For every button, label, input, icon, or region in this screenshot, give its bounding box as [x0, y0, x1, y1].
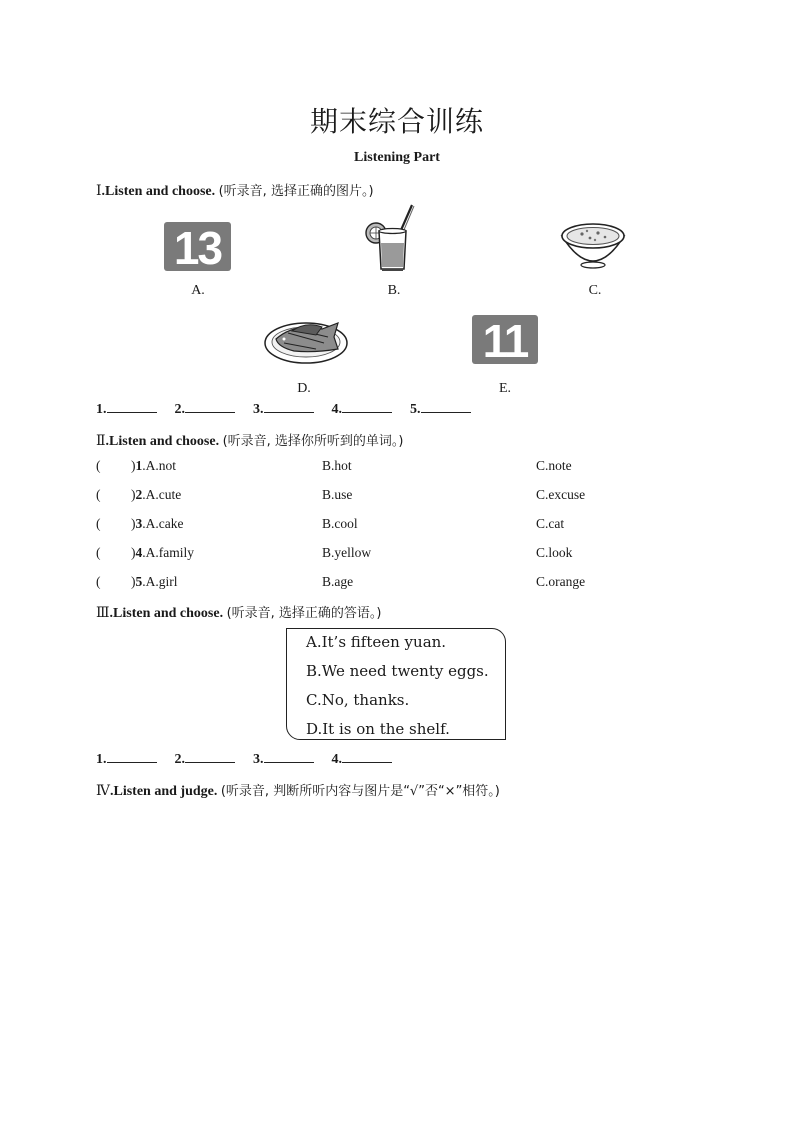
picture-label-e: E. — [498, 381, 512, 396]
soup-bowl-icon — [560, 220, 626, 270]
section-instruction: Listen and choose. — [105, 184, 216, 199]
option-b: B.cool — [322, 516, 358, 531]
answer-blank[interactable]: 3. — [253, 400, 314, 418]
picture-label-c: C. — [588, 283, 602, 298]
option-b: B.use — [322, 487, 353, 502]
section-1-heading: Ⅰ.Listen and choose. (听录音, 选择正确的图片。) — [96, 184, 374, 199]
page-subtitle: Listening Part — [354, 150, 440, 165]
section-3-heading: Ⅲ.Listen and choose. (听录音, 选择正确的答语。) — [96, 606, 382, 621]
section-instruction: Listen and choose. — [113, 606, 224, 621]
number-11-icon — [472, 315, 538, 367]
page-title: 期末综合训练 — [309, 105, 484, 138]
section-numeral: Ⅲ — [96, 606, 110, 621]
section-instruction-cn: (听录音, 选择正确的答语。) — [226, 606, 382, 621]
answer-blanks-part-1 — [96, 400, 489, 418]
option-c: C.excuse — [536, 487, 586, 502]
section-instruction-cn: (听录音, 选择正确的图片。) — [218, 184, 374, 199]
option-b: B.hot — [322, 458, 352, 473]
option-a: )3.A.cake — [131, 516, 184, 531]
picture-label-d: D. — [297, 381, 311, 396]
number-13-icon — [164, 222, 231, 274]
answer-paren-open: ( — [96, 487, 101, 502]
picture-number: 13 — [173, 222, 222, 274]
answer-blank[interactable]: 4. — [332, 750, 393, 768]
section-instruction-cn: (听录音, 判断所听内容与图片是“√”否“×”相符。) — [220, 784, 500, 799]
answer-paren-open: ( — [96, 545, 101, 560]
answer-option: D.It is on the shelf. — [306, 720, 450, 738]
section-4-heading: Ⅳ.Listen and judge. (听录音, 判断所听内容与图片是“√”否“×”相符。) — [96, 784, 500, 799]
juice-glass-icon — [362, 203, 414, 275]
option-b: B.age — [322, 574, 354, 589]
option-a: )4.A.family — [131, 545, 194, 560]
answer-blank[interactable]: 4. — [332, 400, 393, 418]
option-a: )5.A.girl — [131, 574, 178, 589]
answer-paren-open: ( — [96, 458, 101, 473]
picture-label-b: B. — [387, 283, 401, 298]
section-instruction-cn: (听录音, 选择你所听到的单词。) — [222, 434, 404, 449]
fish-plate-icon — [264, 313, 348, 365]
answer-option: A.It’s fifteen yuan. — [306, 633, 447, 651]
answer-blank[interactable]: 1. — [96, 750, 157, 768]
picture-number: 11 — [482, 315, 528, 367]
option-c: C.note — [536, 458, 572, 473]
section-instruction: Listen and choose. — [109, 434, 220, 449]
section-numeral: Ⅳ — [96, 784, 110, 799]
section-numeral: Ⅱ — [96, 434, 106, 449]
answer-blank[interactable]: 2. — [175, 400, 236, 418]
option-c: C.orange — [536, 574, 586, 589]
option-c: C.cat — [536, 516, 565, 531]
answer-paren-open: ( — [96, 574, 101, 589]
section-instruction: Listen and judge. — [113, 784, 218, 799]
option-a: )2.A.cute — [131, 487, 182, 502]
answer-blanks-part-3 — [96, 750, 410, 768]
answer-blank[interactable]: 3. — [253, 750, 314, 768]
option-c: C.look — [536, 545, 573, 560]
picture-label-a: A. — [191, 283, 205, 298]
answer-blank[interactable]: 1. — [96, 400, 157, 418]
section-2-heading: Ⅱ.Listen and choose. (听录音, 选择你所听到的单词。) — [96, 434, 404, 449]
option-a: )1.A.not — [131, 458, 176, 473]
answer-blank[interactable]: 5. — [410, 400, 471, 418]
section-numeral: Ⅰ — [96, 184, 102, 199]
option-b: B.yellow — [322, 545, 372, 560]
answer-option: B.We need twenty eggs. — [306, 662, 489, 680]
answer-option: C.No, thanks. — [306, 691, 410, 709]
answer-blank[interactable]: 2. — [175, 750, 236, 768]
answer-paren-open: ( — [96, 516, 101, 531]
